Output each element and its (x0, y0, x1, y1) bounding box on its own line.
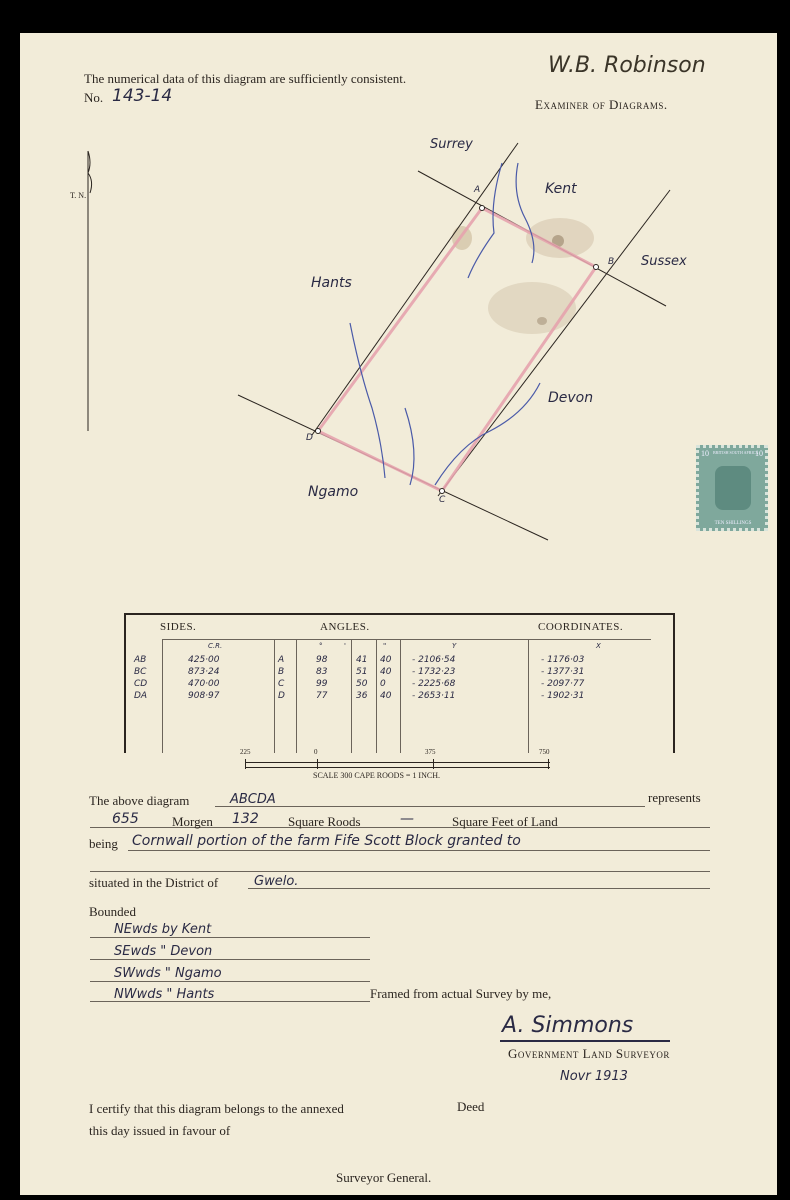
row-minutes: 41 (356, 655, 368, 665)
diagram-letters: ABCDA (230, 792, 276, 807)
row-x: - 1902·31 (541, 691, 585, 701)
diagram-number-label: No. (84, 90, 104, 105)
bound-sw: SWwds " Ngamo (114, 966, 222, 981)
certify-statement: I certify that this diagram belongs to the annexed (89, 1101, 344, 1116)
portion-description: Cornwall portion of the farm Fife Scott Block granted to (132, 833, 521, 849)
morgen-label: Morgen (172, 814, 213, 829)
district-value: Gwelo. (254, 874, 299, 889)
row-length: 425·00 (188, 655, 220, 665)
roods-label: Square Roods (288, 814, 361, 829)
river-line (435, 383, 540, 485)
corner-label-d: D (306, 433, 313, 443)
corner-point-d (316, 429, 321, 434)
revenue-stamp (696, 445, 768, 531)
row-minutes: 51 (356, 667, 368, 677)
neighbour-surrey: Surrey (430, 137, 473, 152)
signature-underline (500, 1040, 670, 1042)
row-length: 908·97 (188, 691, 220, 701)
survey-date: Novr 1913 (560, 1069, 628, 1084)
row-minutes: 50 (356, 679, 368, 689)
corner-label-c: C (439, 495, 446, 505)
row-minutes: 36 (356, 691, 368, 701)
scale-caption: SCALE 300 CAPE ROODS = 1 INCH. (313, 771, 440, 780)
corner-point-a (480, 206, 485, 211)
stamp-value: 10 (755, 449, 763, 458)
row-corner: B (278, 667, 285, 677)
roods-value: 132 (232, 811, 259, 827)
fill-line (90, 959, 370, 960)
surveyor-title: Government Land Surveyor (508, 1046, 670, 1061)
examiner-title: Examiner of Diagrams. (535, 97, 668, 112)
corner-label-a: A (474, 185, 481, 195)
column-divider (296, 639, 297, 753)
row-seconds: 0 (380, 679, 386, 689)
survey-data-table (124, 613, 675, 753)
neighbour-ngamo: Ngamo (308, 484, 359, 500)
neighbour-devon: Devon (548, 390, 594, 406)
morgen-value: 655 (112, 811, 139, 827)
fill-line (215, 806, 645, 807)
scale-tick (433, 759, 434, 769)
row-degrees: 98 (316, 655, 328, 665)
row-length: 470·00 (188, 679, 220, 689)
diagram-prefix: The above diagram (89, 793, 190, 808)
row-y: - 1732·23 (412, 667, 456, 677)
row-corner: A (278, 655, 285, 665)
bound-nw: NWwds " Hants (114, 987, 215, 1002)
row-degrees: 99 (316, 679, 328, 689)
row-x: - 2097·77 (541, 679, 585, 689)
neighbour-sussex: Sussex (641, 254, 687, 269)
bound-ne: NEwds by Kent (114, 922, 212, 937)
y-header: Y (452, 642, 457, 650)
column-divider (400, 639, 401, 753)
survey-diagram-sheet (20, 33, 777, 1195)
scale-tick-label: 225 (240, 748, 251, 756)
table-header-rule (162, 639, 651, 640)
stamp-bottom-text: TEN SHILLINGS (714, 521, 752, 526)
fill-line (128, 850, 710, 851)
consistency-statement: The numerical data of this diagram are sufficiently consistent. (84, 71, 407, 86)
stain-mark (488, 282, 576, 334)
surveyor-general-label: Surveyor General. (336, 1170, 432, 1185)
feet-value: — (400, 811, 414, 827)
corner-point-b (594, 265, 599, 270)
row-corner: D (278, 691, 285, 701)
column-divider (162, 639, 163, 753)
scale-tick-label: 0 (314, 748, 318, 756)
scale-tick-label: 750 (539, 748, 550, 756)
row-corner: C (278, 679, 285, 689)
stamp-top-text: BRITISH SOUTH AFRICA (713, 450, 759, 455)
row-x: - 1176·03 (541, 655, 585, 665)
bound-se: SEwds " Devon (114, 944, 213, 959)
stain-mark (537, 317, 547, 325)
corner-label-b: B (608, 257, 615, 267)
header-angles: ANGLES. (320, 621, 370, 633)
column-divider (274, 639, 275, 753)
scale-tick (548, 759, 549, 769)
coat-of-arms-icon (715, 466, 751, 510)
units-header: C.R. (208, 642, 223, 650)
fill-line (248, 888, 710, 889)
row-seconds: 40 (380, 691, 392, 701)
examiner-signature: W.B. Robinson (548, 53, 706, 78)
issued-statement: this day issued in favour of (89, 1123, 231, 1138)
seconds-header: " (383, 642, 387, 650)
minutes-header: ' (344, 642, 346, 650)
row-side: BC (134, 667, 147, 677)
row-degrees: 77 (316, 691, 328, 701)
header-coordinates: COORDINATES. (538, 621, 624, 633)
surveyor-signature: A. Simmons (502, 1013, 634, 1038)
row-length: 873·24 (188, 667, 220, 677)
deed-label: Deed (457, 1099, 485, 1114)
diagram-number: 143-14 (112, 86, 173, 106)
row-seconds: 40 (380, 667, 392, 677)
scale-tick-label: 375 (425, 748, 436, 756)
row-x: - 1377·31 (541, 667, 585, 677)
represents-label: represents (648, 790, 701, 805)
row-side: CD (134, 679, 148, 689)
fill-line (90, 871, 710, 872)
column-divider (528, 639, 529, 753)
row-degrees: 83 (316, 667, 328, 677)
row-y: - 2106·54 (412, 655, 456, 665)
fill-line (90, 981, 370, 982)
true-north-label: T. N. (70, 191, 87, 200)
header-sides: SIDES. (160, 621, 197, 633)
scale-bar (245, 762, 550, 768)
district-label: situated in the District of (89, 875, 219, 890)
x-header: X (596, 642, 601, 650)
column-divider (351, 639, 352, 753)
neighbour-hants: Hants (311, 275, 352, 291)
stamp-value: 10 (701, 449, 709, 458)
row-y: - 2225·68 (412, 679, 456, 689)
survey-plan-drawing (20, 33, 777, 593)
column-divider (376, 639, 377, 753)
framed-statement: Framed from actual Survey by me, (370, 986, 552, 1001)
row-y: - 2653·11 (412, 691, 456, 701)
feet-label: Square Feet of Land (452, 814, 558, 829)
row-side: DA (134, 691, 148, 701)
row-side: AB (134, 655, 147, 665)
scale-tick (317, 759, 318, 769)
being-label: being (89, 836, 118, 851)
degrees-header: ° (319, 642, 323, 650)
scale-tick (245, 759, 246, 769)
row-seconds: 40 (380, 655, 392, 665)
corner-point-c (440, 489, 445, 494)
fill-line (90, 937, 370, 938)
bounded-label: Bounded (89, 904, 136, 919)
fill-line (90, 1001, 370, 1002)
north-arrow-icon (88, 151, 92, 193)
neighbour-kent: Kent (545, 181, 577, 197)
